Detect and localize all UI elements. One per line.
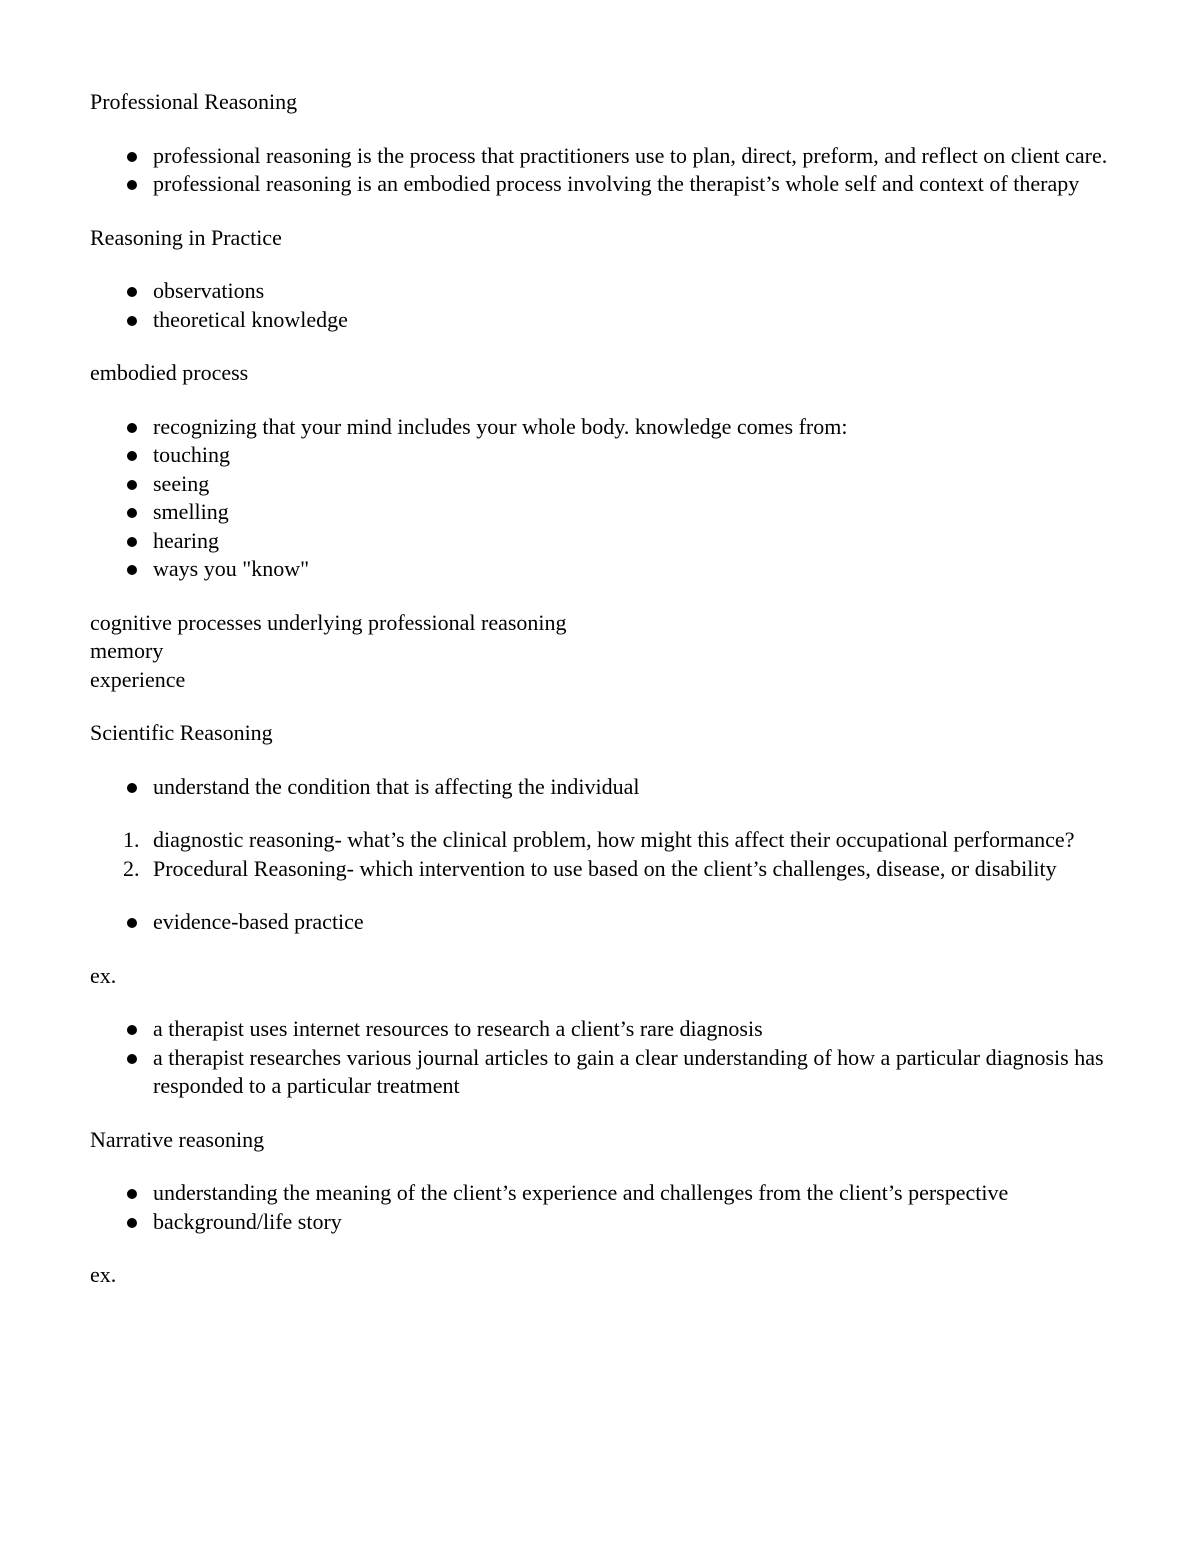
list-item: hearing bbox=[90, 527, 1120, 556]
section-heading: Scientific Reasoning bbox=[90, 720, 273, 745]
list-item: professional reasoning is the process that practitioners use to plan, direct, preform, and reflect on client care. bbox=[90, 142, 1120, 171]
list-item: smelling bbox=[90, 498, 1120, 527]
list-item: understanding the meaning of the client’s experience and challenges from the client’s perspective bbox=[90, 1179, 1120, 1208]
list-item: evidence-based practice bbox=[90, 908, 1120, 937]
list-item: theoretical knowledge bbox=[90, 306, 1120, 335]
bullet-icon bbox=[127, 480, 137, 490]
section-heading: embodied process bbox=[90, 360, 249, 385]
section-heading: ex. bbox=[90, 1262, 117, 1287]
bullet-icon bbox=[127, 565, 137, 575]
list-item: observations bbox=[90, 277, 1120, 306]
bullet-icon bbox=[127, 1218, 137, 1228]
text-line: cognitive processes underlying professional reasoning bbox=[90, 609, 567, 635]
bullet-list bbox=[90, 413, 1120, 584]
section-heading: ex. bbox=[90, 962, 117, 988]
bullet-icon bbox=[127, 783, 137, 793]
list-item: 2. Procedural Reasoning- which intervention to use based on the client’s challenges, disease, or disability bbox=[90, 855, 1120, 884]
list-item: ways you "know" bbox=[90, 555, 1120, 584]
bullet-icon bbox=[127, 1054, 137, 1064]
bullet-icon bbox=[127, 316, 137, 326]
bullet-list bbox=[90, 277, 1120, 334]
list-item: recognizing that your mind includes your whole body. knowledge comes from: bbox=[90, 413, 1120, 442]
section-heading: Narrative reasoning bbox=[90, 1126, 265, 1152]
list-item: professional reasoning is an embodied process involving the therapist’s whole self and context of therapy bbox=[90, 170, 1120, 199]
bullet-icon bbox=[127, 1189, 137, 1199]
list-item: a therapist researches various journal articles to gain a clear understanding of how a particular diagnosis has responded to a particular treatment bbox=[90, 1044, 1120, 1101]
bullet-icon bbox=[127, 508, 137, 518]
text-line: memory bbox=[90, 638, 164, 663]
list-item: understand the condition that is affecting the individual bbox=[90, 773, 1120, 802]
section-heading: Reasoning in Practice bbox=[90, 224, 282, 250]
bullet-list bbox=[90, 773, 1120, 802]
bullet-list bbox=[90, 1179, 1120, 1236]
bullet-icon bbox=[127, 451, 137, 461]
bullet-icon bbox=[127, 180, 137, 190]
bullet-icon bbox=[127, 152, 137, 162]
list-item: touching bbox=[90, 441, 1120, 470]
section-heading: Professional Reasoning bbox=[90, 89, 298, 114]
bullet-icon bbox=[127, 537, 137, 547]
text-line: experience bbox=[90, 666, 186, 692]
bullet-icon bbox=[127, 287, 137, 297]
document-page bbox=[90, 88, 1120, 1290]
list-item: seeing bbox=[90, 470, 1120, 499]
list-item: background/life story bbox=[90, 1208, 1120, 1237]
bullet-list bbox=[90, 908, 1120, 937]
list-item: 1. diagnostic reasoning- what’s the clinical problem, how might this affect their occupational performance? bbox=[90, 826, 1120, 855]
list-number: 1. bbox=[123, 827, 140, 852]
bullet-icon bbox=[127, 423, 137, 433]
bullet-list bbox=[90, 142, 1120, 199]
list-item: a therapist uses internet resources to research a client’s rare diagnosis bbox=[90, 1015, 1120, 1044]
numbered-list bbox=[90, 826, 1120, 883]
bullet-list bbox=[90, 1015, 1120, 1101]
bullet-icon bbox=[127, 1025, 137, 1035]
bullet-icon bbox=[127, 918, 137, 928]
list-number: 2. bbox=[123, 855, 140, 881]
